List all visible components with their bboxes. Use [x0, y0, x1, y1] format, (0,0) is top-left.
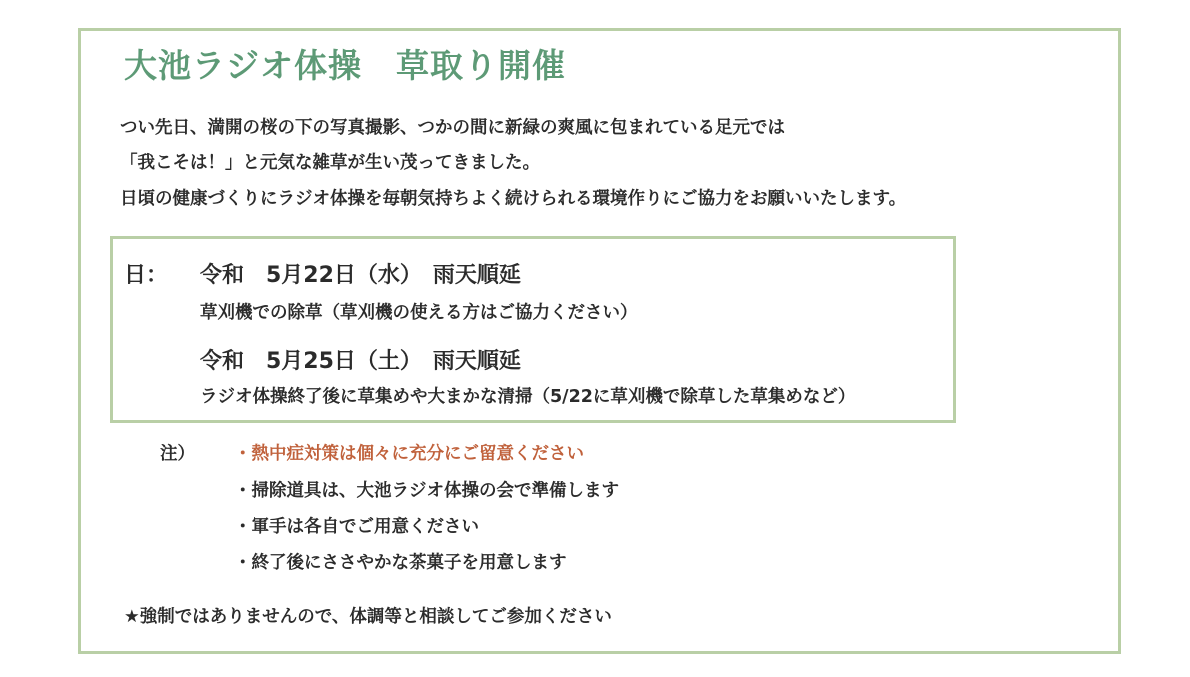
note-item-gloves: ・軍手は各自でご用意ください — [234, 517, 479, 537]
schedule-detail-1: 草刈機での除草（草刈機の使える方はご協力ください） — [200, 303, 638, 323]
notice-title: 大池ラジオ体操 草取り開催 — [124, 46, 566, 85]
intro-line-1: つい先日、満開の桜の下の写真撮影、つかの間に新緑の爽風に包まれている足元では — [120, 118, 785, 138]
intro-line-3: 日頃の健康づくりにラジオ体操を毎朝気持ちよく続けられる環境作りにご協力をお願いいたします。 — [120, 189, 907, 209]
notes-label: 注） — [160, 444, 195, 464]
note-item-cleaning-tools: ・掃除道具は、大池ラジオ体操の会で準備します — [234, 481, 619, 501]
intro-line-2: 「我こそは！」と元気な雑草が生い茂ってきました。 — [120, 153, 540, 173]
schedule-label: 日： — [124, 263, 169, 288]
schedule-date-2: 令和 5月25日（土） 雨天順延 — [200, 349, 521, 374]
note-item-snacks: ・終了後にささやかな茶菓子を用意します — [234, 553, 567, 573]
footer-note: ★強制ではありませんので、体調等と相談してご参加ください — [124, 607, 612, 627]
note-item-heatstroke: ・熱中症対策は個々に充分にご留意ください — [234, 444, 584, 464]
schedule-date-1: 令和 5月22日（水） 雨天順延 — [200, 263, 521, 288]
schedule-detail-2: ラジオ体操終了後に草集めや大まかな清掃（5/22に草刈機で除草した草集めなど） — [200, 387, 856, 407]
